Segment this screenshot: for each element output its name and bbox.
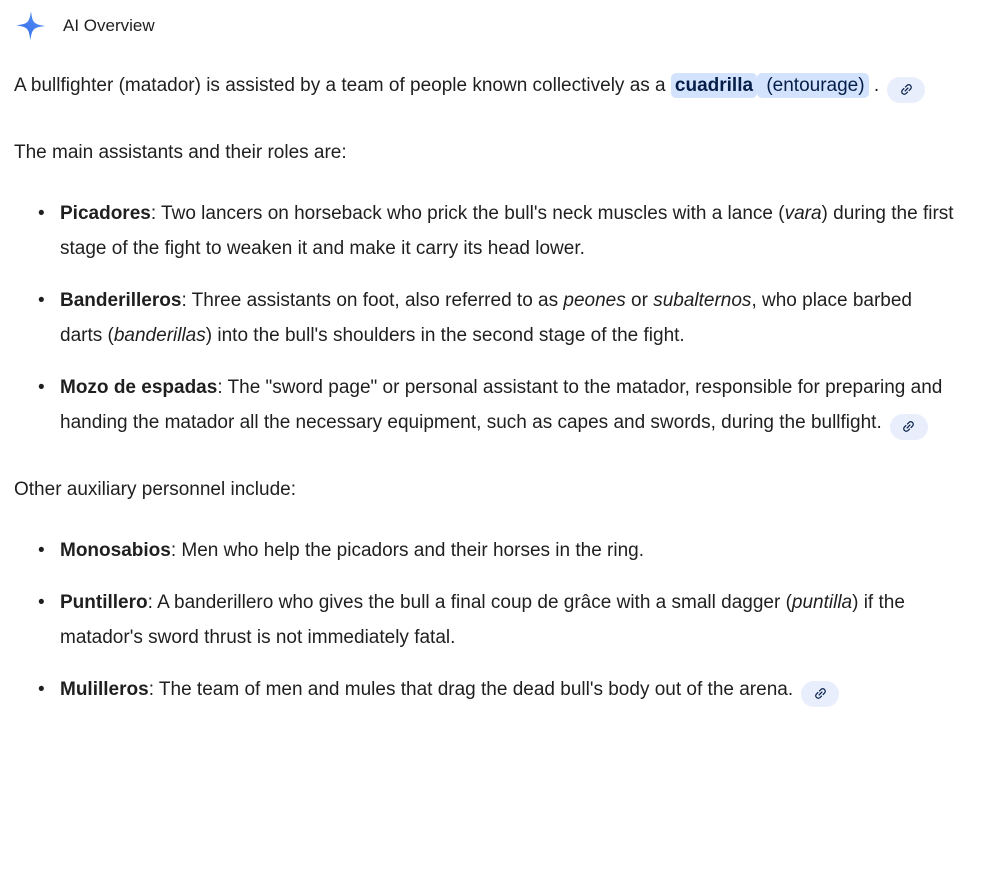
text-run: : The team of men and mules that drag the dead bull's body out of the arena. (148, 679, 794, 700)
main-assistants-list (14, 196, 957, 440)
citation-chip[interactable] (801, 681, 839, 707)
highlighted-term[interactable]: (entourage) (757, 73, 869, 98)
list-item-monosabios (38, 533, 957, 568)
text-run: : The "sword page" or personal assistant to the matador, responsible for preparing and handing the matador all the necessary equipment, such as capes and swords, during the bullfight. (60, 377, 948, 433)
text-run: : Men who help the picadors and their horses in the ring. (170, 540, 645, 561)
citation-chip[interactable] (890, 414, 928, 440)
list-item-mozo-de-espadas (38, 370, 957, 440)
text-run: : Three assistants on foot, also referred to as (181, 290, 564, 311)
text-run: Mulilleros (60, 679, 149, 700)
ai-overview-header (14, 6, 957, 46)
list-item-text (60, 679, 793, 700)
text-run: Picadores (60, 203, 151, 224)
link-icon (896, 79, 917, 100)
text-run: : Two lancers on horseback who prick the bull's neck muscles with a lance ( (150, 203, 785, 224)
text-run: ) into the bull's shoulders in the second stage of the fight. (205, 325, 685, 346)
text-run: banderillas (113, 325, 206, 346)
text-run: , who place barbed darts ( (60, 290, 918, 346)
auxiliary-personnel-list (14, 533, 957, 707)
list-item-puntillero (38, 585, 957, 655)
list-item-text (60, 203, 959, 259)
link-icon (810, 683, 831, 704)
text-run: . (868, 75, 880, 96)
list-item-picadores (38, 196, 957, 266)
auxiliary-personnel-lead: Other auxiliary personnel include: (14, 479, 296, 500)
intro-paragraph (14, 68, 957, 103)
text-run: Banderilleros (60, 290, 182, 311)
list-item-banderilleros (38, 283, 957, 353)
link-icon (898, 416, 919, 437)
text-run: Mozo de espadas (60, 377, 218, 398)
text-run: ) during the first stage of the fight to weaken it and make it carry its head lower. (60, 203, 959, 259)
main-assistants-lead: The main assistants and their roles are: (14, 142, 347, 163)
text-run: vara (784, 203, 822, 224)
gemini-sparkle-icon (14, 9, 48, 43)
text-run: A bullfighter (matador) is assisted by a team of people known collectively as a (14, 75, 671, 96)
text-run: puntilla (791, 592, 853, 613)
intro-text (14, 73, 879, 98)
list-item-text (60, 592, 910, 648)
text-run: Monosabios (60, 540, 171, 561)
text-run: subalternos (653, 290, 752, 311)
citation-chip[interactable] (887, 77, 925, 103)
list-item-text (60, 540, 644, 561)
text-run: : A banderillero who gives the bull a final coup de grâce with a small dagger ( (147, 592, 792, 613)
list-item-mulilleros (38, 672, 957, 707)
text-run: ) if the matador's sword thrust is not immediately fatal. (60, 592, 911, 648)
highlighted-term[interactable]: cuadrilla (671, 73, 757, 98)
text-run: or (625, 290, 654, 311)
list-item-text (60, 377, 948, 433)
list-item-text (60, 290, 917, 346)
ai-overview-title: AI Overview (63, 16, 155, 35)
text-run: peones (563, 290, 626, 311)
text-run: Puntillero (60, 592, 148, 613)
